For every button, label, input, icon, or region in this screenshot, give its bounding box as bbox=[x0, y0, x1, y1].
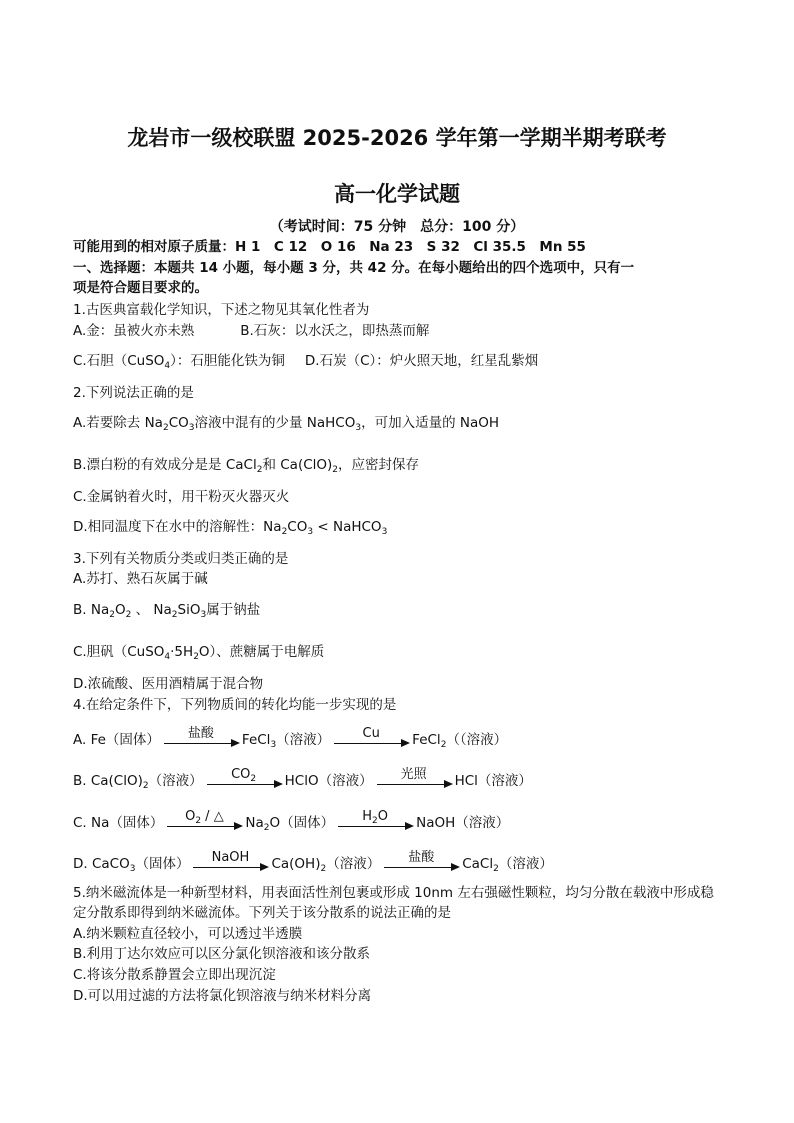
q1-option-a: A.金：虽被火亦未熟 bbox=[73, 323, 195, 339]
exam-title: 龙岩市一级校联盟 2025-2026 学年第一学期半期考联考 bbox=[127, 126, 667, 150]
q4-option-c: C. Na（固体） $O_2$ / △ $Na_2O$（固体） $H_2O$ NaOH（溶液） bbox=[73, 809, 510, 833]
q3-option-a: A.苏打、熟石灰属于碱 bbox=[73, 571, 208, 587]
reaction-arrow: $O_2$ / △ bbox=[165, 814, 243, 832]
q3-option-b: B. $Na_2O_2$ 、 $Na_2SiO_3$属于钠盐 bbox=[73, 602, 261, 620]
q1-option-c: C.石胆（CuSO$_4$）：石胆能化铁为铜 bbox=[73, 353, 285, 371]
q1-option-d: D.石炭（C）：炉火照天地，红星乱紫烟 bbox=[304, 353, 539, 369]
q5-option-d: D.可以用过滤的方法将氯化钡溶液与纳米材料分离 bbox=[73, 988, 372, 1004]
q3-option-d: D.浓硫酸、医用酒精属于混合物 bbox=[73, 676, 264, 692]
q2-stem: 2.下列说法正确的是 bbox=[73, 385, 194, 401]
reaction-arrow: 盐酸 bbox=[382, 855, 460, 873]
q5-option-b: B.利用丁达尔效应可以区分氯化钡溶液和该分散系 bbox=[73, 946, 371, 962]
q3-option-c: C.胆矾$(CuSO_4\cdot 5H_2O)$、蔗糖属于电解质 bbox=[73, 644, 325, 662]
q1-options-cd bbox=[73, 352, 538, 370]
q2-option-b: B.漂白粉的有效成分是是 CaCl$_2$和 $Ca(ClO)_2$，应密封保存 bbox=[73, 457, 420, 475]
exam-info: （考试时间：75 分钟 总分：100 分） bbox=[269, 219, 525, 235]
reaction-arrow: 盐酸 bbox=[162, 731, 240, 749]
q5-stem-line1: 5.纳米磁流体是一种新型材料，用表面活性剂包裹或形成 10nm 左右强磁性颗粒，均匀分散在载液中形成稳 bbox=[73, 885, 714, 901]
q4-option-a: A. Fe（固体） 盐酸 FeCl$_3$（溶液） Cu FeCl$_2$（（溶液） bbox=[73, 726, 508, 750]
q1-option-b: B.石灰：以水沃之，即热蒸而解 bbox=[240, 323, 430, 339]
q5-option-a: A.纳米颗粒直径较小，可以透过半透膜 bbox=[73, 926, 303, 942]
section-heading-line1: 一、选择题：本题共 14 小题，每小题 3 分，共 42 分。在每小题给出的四个选项中，只有一 bbox=[73, 260, 635, 276]
q4-option-d: D. CaCO$_3$（固体） NaOH $Ca(OH)_2$（溶液） 盐酸 CaCl$_2$（溶液） bbox=[73, 850, 553, 874]
reaction-arrow: Cu bbox=[332, 731, 410, 749]
reaction-arrow: 光照 bbox=[375, 772, 453, 790]
q5-stem-line2: 定分散系即得到纳米磁流体。下列关于该分散系的说法正确的是 bbox=[73, 905, 451, 921]
q3-stem: 3.下列有关物质分类或归类正确的是 bbox=[73, 551, 289, 567]
q5-option-c: C.将该分散系静置会立即出现沉淀 bbox=[73, 967, 276, 983]
section-heading-line2: 项是符合题目要求的。 bbox=[73, 280, 208, 296]
q1-stem: 1.古医典富载化学知识，下述之物见其氧化性者为 bbox=[73, 302, 370, 318]
q1-options-ab bbox=[73, 322, 429, 340]
q4-stem: 4.在给定条件下，下列物质间的转化均能一步实现的是 bbox=[73, 697, 397, 713]
reaction-arrow: $H_2O$ bbox=[336, 814, 414, 832]
reaction-arrow: $CO_2$ bbox=[205, 772, 283, 790]
atomic-masses: 可能用到的相对原子质量：H 1 C 12 O 16 Na 23 S 32 Cl 35.5 Mn 55 bbox=[73, 239, 586, 255]
q2-option-a: A.若要除去 $Na_2CO_3$溶液中混有的少量 NaHCO$_3$，可加入适量的 NaOH bbox=[73, 415, 500, 433]
q2-option-c: C.金属钠着火时，用干粉灭火器灭火 bbox=[73, 489, 290, 505]
subject-title: 高一化学试题 bbox=[334, 182, 460, 206]
q2-option-d: D.相同温度下在水中的溶解性：$Na_2CO_3$ < NaHCO$_3$ bbox=[73, 519, 388, 537]
reaction-arrow: NaOH bbox=[191, 855, 269, 873]
q4-option-b: B. $Ca(ClO)_2$（溶液） $CO_2$ HClO（溶液） 光照 HCl（溶液） bbox=[73, 767, 532, 791]
